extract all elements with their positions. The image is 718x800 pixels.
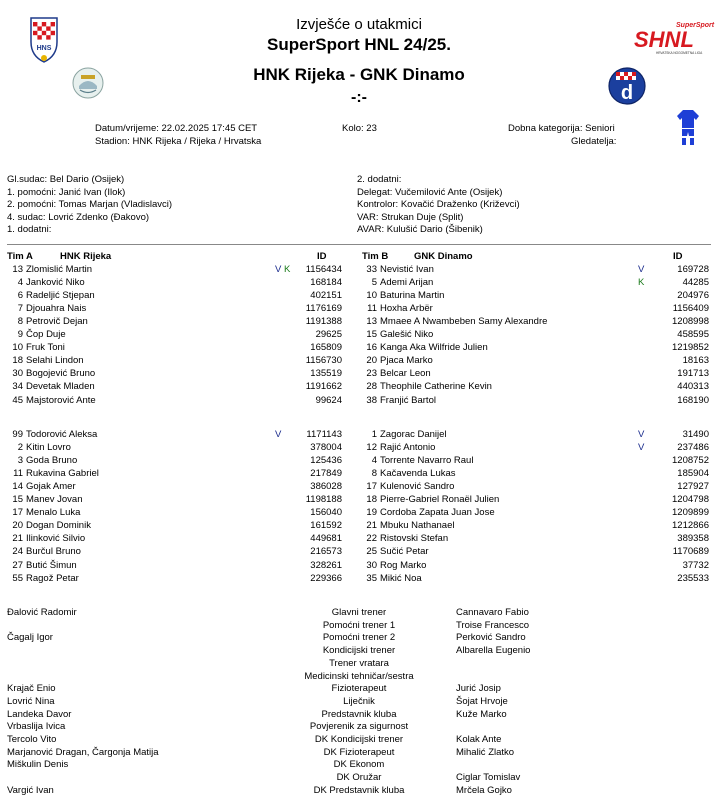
player-number: 20	[366, 355, 377, 367]
team-b-player-row	[0, 303, 718, 316]
team-b-player-row	[0, 442, 718, 455]
player-id: 449681	[310, 533, 342, 545]
team-b-player-row	[0, 429, 718, 442]
player-id: 229366	[310, 572, 342, 584]
team-b-name: GNK Dinamo	[414, 251, 473, 262]
player-number: 11	[367, 303, 377, 315]
team-a-label: Tim A	[7, 251, 33, 262]
team-b-player-row	[0, 290, 718, 303]
staff-team-b: Šojat Hrvoje	[456, 695, 508, 707]
competition-title: SuperSport HNL 24/25.	[267, 35, 451, 54]
player-name: Goda Bruno	[26, 455, 78, 467]
match-score: -:-	[351, 89, 367, 106]
player-number: 13	[12, 264, 23, 275]
player-marks	[638, 442, 644, 453]
player-id: 440313	[677, 381, 709, 393]
player-name: Ristovski Stefan	[380, 533, 449, 545]
player-number: 4	[371, 455, 377, 467]
shnl-logo-icon	[632, 20, 715, 56]
official-left: 4. sudac: Lovrić Zdenko (Đakovo)	[7, 211, 150, 223]
shnl-brand-text: SuperSport	[676, 22, 715, 29]
official-left: Gl.sudac: Bel Dario (Osijek)	[7, 174, 125, 185]
team-b-player-row	[0, 455, 718, 468]
player-name: Devetak Mladen	[26, 381, 95, 393]
player-id: 31490	[682, 429, 709, 440]
team-b-player-row	[0, 468, 718, 481]
official-left: 1. pomoćni: Janić Ivan (Ilok)	[7, 186, 126, 198]
team-b-player-row	[0, 560, 718, 573]
player-number: 30	[12, 368, 23, 380]
player-number: 1	[371, 429, 377, 440]
player-id: 191713	[677, 368, 709, 380]
goalkeeper-mark: V	[638, 429, 645, 440]
player-id: 389358	[677, 533, 709, 545]
player-name: Rukavina Gabriel	[26, 468, 99, 480]
player-number: 17	[12, 507, 23, 519]
player-number: 45	[12, 394, 23, 406]
player-id: 1170689	[672, 546, 709, 558]
player-name: Rajić Antonio	[380, 442, 436, 454]
hns-logo-text: HNS	[36, 45, 52, 52]
player-id: 127927	[677, 481, 709, 493]
player-number: 14	[12, 481, 23, 493]
player-number: 23	[366, 368, 377, 380]
player-number: 12	[366, 442, 377, 454]
team-b-player-row	[0, 507, 718, 520]
staff-role: DK Fizioterapeut	[323, 746, 395, 758]
staff-team-a: Vargić Ivan	[7, 784, 54, 796]
player-number: 7	[17, 303, 23, 315]
player-id: 37732	[682, 559, 709, 571]
rijeka-crest-icon	[72, 66, 104, 100]
goalkeeper-mark: V	[638, 264, 645, 275]
player-id: 1171143	[306, 429, 342, 440]
player-number: 17	[366, 481, 377, 493]
player-number: 24	[12, 546, 23, 558]
goalkeeper-mark: V	[638, 442, 645, 454]
report-title: Izvješće o utakmici	[296, 16, 422, 33]
staff-team-a: Vrbaslija Ivica	[7, 721, 66, 733]
team-b-player-row	[0, 494, 718, 507]
player-number: 21	[366, 520, 377, 532]
player-number: 3	[17, 455, 23, 467]
shnl-sub-text: HRVATSKA NOGOMETNA LIGA	[656, 51, 703, 55]
player-number: 11	[13, 468, 23, 480]
staff-team-b: Kuže Marko	[456, 708, 507, 720]
player-id: 1209899	[672, 507, 709, 519]
player-id: 378004	[310, 442, 342, 454]
staff-role: Glavni trener	[331, 607, 387, 618]
player-id: 402151	[310, 290, 342, 302]
staff-team-b: Jurić Josip	[456, 683, 501, 695]
staff-role: Trener vratara	[329, 657, 389, 669]
player-number: 25	[366, 546, 377, 558]
player-name: Theophile Catherine Kevin	[380, 381, 492, 393]
player-id: 185904	[677, 468, 709, 480]
official-right: VAR: Strukan Duje (Split)	[357, 211, 464, 223]
player-number: 55	[12, 572, 23, 584]
team-b-player-row	[0, 481, 718, 494]
player-id: 44285	[682, 277, 709, 289]
staff-team-b: Perković Sandro	[456, 632, 526, 644]
staff-team-a: Landeka Davor	[7, 708, 72, 720]
player-number: 9	[17, 329, 23, 341]
player-number: 10	[12, 342, 23, 354]
player-marks	[638, 429, 644, 440]
player-name: Sučić Petar	[380, 546, 429, 558]
player-name: Pjaca Marko	[380, 355, 433, 367]
player-name: Mbuku Nathanael	[380, 520, 455, 532]
player-name: Baturina Martin	[380, 290, 445, 302]
player-name: Menalo Luka	[26, 507, 81, 519]
player-name: Kitin Lovro	[26, 442, 71, 454]
staff-role: DK Oružar	[336, 772, 382, 784]
staff-team-a: Miškulin Denis	[7, 759, 69, 771]
player-name: Janković Niko	[26, 277, 85, 289]
player-id: 29625	[315, 329, 342, 341]
player-name: Belcar Leon	[380, 368, 431, 380]
player-name: Franjić Bartol	[380, 394, 436, 406]
player-number: 8	[17, 316, 23, 328]
team-b-player-row	[0, 329, 718, 342]
player-id: 168190	[677, 394, 709, 406]
team-b-player-row	[0, 395, 718, 408]
player-id: 1219852	[672, 342, 709, 354]
player-name: Ragož Petar	[26, 572, 79, 584]
staff-role: Pomoćni trener 1	[322, 619, 396, 631]
player-name: Djouahra Nais	[26, 303, 87, 315]
dinamo-crest-icon	[607, 66, 647, 106]
captain-mark: K	[638, 277, 645, 289]
player-number: 13	[366, 316, 377, 328]
player-id: 328261	[310, 559, 342, 571]
staff-team-a: Marjanović Dragan, Čargonja Matija	[7, 746, 159, 758]
staff-team-b: Mrčela Gojko	[456, 784, 512, 796]
player-name: Rog Marko	[380, 559, 427, 571]
player-name: Burčul Bruno	[26, 546, 81, 558]
player-id: 1191388	[305, 316, 342, 328]
player-id: 135519	[310, 368, 342, 380]
match-datetime: Datum/vrijeme: 22.02.2025 17:45 CET	[95, 123, 258, 134]
player-number: 18	[366, 494, 377, 506]
team-b-player-row	[0, 368, 718, 381]
staff-role: Fizioterapeut	[331, 683, 387, 695]
player-id: 161592	[310, 520, 342, 532]
team-b-player-row	[0, 342, 718, 355]
player-id: 237486	[677, 442, 709, 454]
shnl-text: SHNL	[634, 27, 694, 52]
player-id: 1156409	[672, 303, 709, 315]
player-id: 1176169	[305, 303, 342, 315]
staff-team-b: Ciglar Tomislav	[456, 772, 521, 784]
staff-team-a: Đalović Radomir	[7, 607, 77, 618]
player-name: Manev Jovan	[26, 494, 83, 506]
player-number: 16	[366, 342, 377, 354]
player-id: 18163	[682, 355, 709, 367]
player-id: 165809	[310, 342, 342, 354]
player-number: 99	[12, 429, 23, 440]
player-id: 1191662	[305, 381, 342, 393]
staff-team-a: Čagalj Igor	[7, 632, 53, 644]
player-marks	[638, 277, 644, 288]
player-name: Radeljić Stjepan	[26, 290, 95, 302]
player-id: 99624	[315, 394, 342, 406]
team-a-id-header: ID	[317, 251, 327, 262]
player-id: 386028	[310, 481, 342, 493]
player-id: 1198188	[305, 494, 342, 506]
player-number: 8	[371, 468, 377, 480]
staff-team-a: Krajač Enio	[7, 683, 56, 695]
goalkeeper-mark: V	[275, 264, 282, 275]
player-id: 168184	[310, 277, 342, 289]
player-name: Torrente Navarro Raul	[380, 455, 474, 467]
player-marks	[638, 264, 644, 275]
player-id: 169728	[677, 264, 709, 275]
player-name: Hoxha Arbër	[380, 303, 433, 315]
player-name: Butić Šimun	[26, 559, 77, 571]
player-number: 5	[371, 277, 377, 289]
player-number: 38	[366, 394, 377, 406]
player-name: Ademi Arijan	[380, 277, 434, 289]
staff-team-b: Mihalić Zlatko	[456, 746, 515, 758]
player-name: Kanga Aka Wilfride Julien	[380, 342, 488, 354]
player-id: 1208998	[672, 316, 709, 328]
staff-role: Medicinski tehničar/sestra	[304, 670, 414, 682]
player-number: 19	[366, 507, 377, 519]
player-name: Zagorac Danijel	[380, 429, 447, 440]
player-name: Petrovič Dejan	[26, 316, 88, 328]
spectators: Gledatelja:	[571, 136, 617, 147]
player-id: 217849	[310, 468, 342, 480]
player-number: 30	[366, 559, 377, 571]
match-title: HNK Rijeka - GNK Dinamo	[253, 65, 465, 84]
official-left: 1. dodatni:	[7, 224, 52, 235]
staff-role: DK Predstavnik kluba	[313, 784, 405, 796]
player-id: 125436	[310, 455, 342, 467]
player-name: Kulenović Sandro	[380, 481, 455, 493]
player-name: Zlomislić Martin	[26, 264, 92, 275]
staff-team-a: Lovrić Nina	[7, 695, 55, 707]
player-name: Cordoba Zapata Juan Jose	[380, 507, 495, 519]
player-number: 15	[12, 494, 23, 506]
player-id: 1204798	[672, 494, 709, 506]
player-name: Selahi Lindon	[26, 355, 84, 367]
team-a-name: HNK Rijeka	[60, 251, 112, 262]
captain-mark: K	[283, 264, 291, 275]
player-name: Dogan Dominik	[26, 520, 91, 532]
staff-role: Pomoćni trener 2	[322, 632, 396, 644]
player-id: 204976	[677, 290, 709, 302]
player-number: 28	[366, 381, 377, 393]
player-name: Bogojević Bruno	[26, 368, 96, 380]
match-stadium: Stadion: HNK Rijeka / Rijeka / Hrvatska	[95, 136, 262, 147]
staff-team-b: Troise Francesco	[456, 619, 530, 631]
player-id: 216573	[310, 546, 342, 558]
player-number: 20	[12, 520, 23, 532]
team-b-player-row	[0, 355, 718, 368]
team-b-player-row	[0, 277, 718, 290]
player-id: 156040	[310, 507, 342, 519]
player-name: Majstorović Ante	[26, 394, 96, 406]
player-id: 458595	[677, 329, 709, 341]
player-number: 4	[17, 277, 23, 289]
player-number: 35	[366, 572, 377, 584]
player-name: Kačavenda Lukas	[380, 468, 456, 480]
player-id: 1156434	[305, 264, 342, 275]
player-number: 22	[366, 533, 377, 545]
staff-team-b: Albarella Eugenio	[456, 645, 531, 657]
age-category: Dobna kategorija: Seniori	[508, 123, 615, 134]
player-number: 15	[366, 329, 377, 341]
kit-icon	[676, 108, 700, 146]
staff-team-b: Cannavaro Fabio	[456, 607, 529, 618]
player-name: Fruk Toni	[26, 342, 65, 354]
player-name: Mikić Noa	[380, 572, 422, 584]
staff-role: Liječnik	[343, 695, 375, 707]
staff-role: DK Ekonom	[333, 759, 385, 771]
staff-role: Povjerenik za sigurnost	[309, 721, 409, 733]
official-right: Kontrolor: Kovačić Draženko (Križevci)	[357, 199, 520, 210]
player-number: 18	[12, 355, 23, 367]
player-name: Ilinković Silvio	[26, 533, 86, 545]
player-name: Galešić Niko	[380, 329, 434, 341]
official-right: Delegat: Vučemilović Ante (Osijek)	[357, 186, 503, 198]
player-number: 34	[12, 381, 23, 393]
team-b-player-row	[0, 546, 718, 559]
hns-logo-icon	[28, 14, 60, 66]
official-left: 2. pomoćni: Tomas Marjan (Vladislavci)	[7, 199, 173, 210]
official-right: AVAR: Kulušić Dario (Šibenik)	[357, 224, 483, 235]
player-name: Gojak Amer	[26, 481, 76, 493]
player-number: 2	[17, 442, 23, 454]
goalkeeper-mark: V	[275, 429, 282, 440]
team-b-player-row	[0, 316, 718, 329]
team-b-player-row	[0, 520, 718, 533]
player-name: Todorović Aleksa	[26, 429, 98, 440]
player-name: Mmaee A Nwambeben Samy Alexandre	[380, 316, 548, 328]
team-b-label: Tim B	[362, 251, 389, 262]
player-id: 1156730	[305, 355, 342, 367]
separator-line	[7, 244, 711, 245]
player-name: Pierre-Gabriel Ronaël Julien	[380, 494, 500, 506]
player-name: Nevistić Ivan	[380, 264, 434, 275]
player-name: Čop Duje	[26, 329, 66, 341]
team-b-player-row	[0, 381, 718, 394]
player-number: 27	[12, 559, 23, 571]
player-id: 235533	[677, 572, 709, 584]
team-b-player-row	[0, 533, 718, 546]
dinamo-crest-letter: d	[620, 82, 634, 104]
match-round: Kolo: 23	[342, 123, 377, 134]
player-id: 1208752	[672, 455, 709, 467]
player-number: 33	[366, 264, 377, 275]
staff-role: Kondicijski trener	[322, 645, 396, 657]
staff-role: Predstavnik kluba	[321, 708, 397, 720]
team-b-player-row	[0, 573, 718, 586]
player-number: 21	[12, 533, 23, 545]
official-right: 2. dodatni:	[357, 174, 402, 185]
staff-team-b: Kolak Ante	[456, 734, 502, 745]
staff-role: DK Kondicijski trener	[314, 734, 404, 745]
staff-team-a: Tercolo Vito	[7, 734, 57, 745]
player-id: 1212866	[672, 520, 709, 532]
team-b-id-header: ID	[673, 251, 683, 262]
team-b-player-row	[0, 264, 718, 277]
player-number: 6	[17, 290, 23, 302]
player-number: 10	[366, 290, 377, 302]
